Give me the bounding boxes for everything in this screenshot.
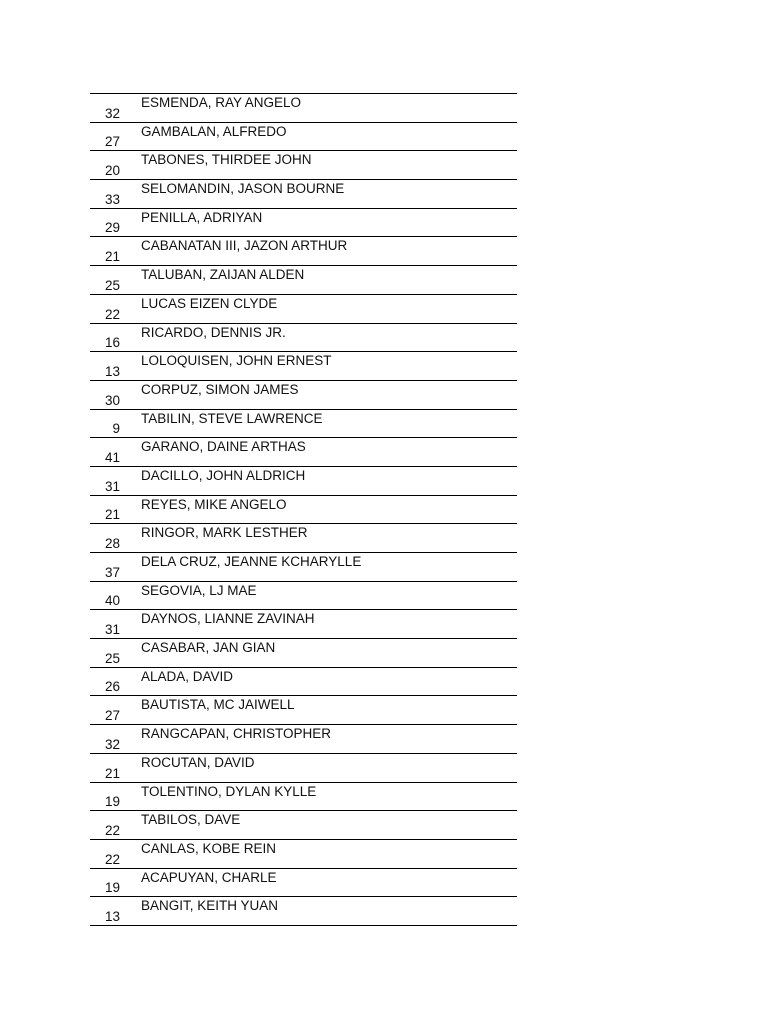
name-list-table — [90, 93, 517, 926]
row-number: 32 — [104, 736, 120, 752]
row-number: 22 — [104, 851, 120, 867]
table-row — [90, 524, 517, 553]
row-number: 31 — [104, 478, 120, 494]
row-number: 27 — [104, 708, 120, 724]
row-number: 30 — [104, 392, 120, 408]
table-row — [90, 840, 517, 869]
row-number: 22 — [104, 822, 120, 838]
row-name: TOLENTINO, DYLAN KYLLE — [141, 783, 317, 799]
row-name: BAUTISTA, MC JAIWELL — [141, 697, 295, 713]
row-number: 25 — [104, 650, 120, 666]
row-name: DELA CRUZ, JEANNE KCHARYLLE — [141, 554, 362, 569]
row-number: 29 — [104, 220, 120, 236]
row-number: 32 — [104, 105, 120, 121]
row-number: 25 — [104, 277, 120, 293]
row-number: 21 — [104, 249, 120, 265]
table-row — [90, 725, 517, 754]
row-name: SELOMANDIN, JASON BOURNE — [141, 181, 345, 197]
row-number: 19 — [104, 880, 120, 896]
table-row — [90, 237, 517, 266]
row-number: 21 — [104, 507, 120, 523]
row-name: ACAPUYAN, CHARLE — [141, 869, 277, 885]
table-row — [90, 410, 517, 439]
table-row — [90, 151, 517, 180]
row-name: LOLOQUISEN, JOHN ERNEST — [141, 353, 332, 369]
row-name: DAYNOS, LIANNE ZAVINAH — [141, 611, 315, 627]
table-row — [90, 811, 517, 840]
table-row — [90, 295, 517, 324]
row-name: PENILLA, ADRIYAN — [141, 209, 263, 225]
row-name: GAMBALAN, ALFREDO — [141, 123, 287, 139]
row-number: 19 — [104, 794, 120, 810]
table-row — [90, 123, 517, 152]
table-row — [90, 869, 517, 898]
row-name: CABANATAN III, JAZON ARTHUR — [141, 238, 348, 254]
table-row — [90, 783, 517, 812]
row-number: 22 — [104, 306, 120, 322]
row-name: BANGIT, KEITH YUAN — [141, 898, 279, 914]
row-number: 40 — [104, 593, 120, 609]
table-row — [90, 668, 517, 697]
table-row — [90, 754, 517, 783]
row-name: GARANO, DAINE ARTHAS — [141, 439, 306, 455]
row-number: 41 — [104, 449, 120, 465]
row-name: ESMENDA, RAY ANGELO — [141, 95, 302, 110]
table-row — [90, 496, 517, 525]
table-row — [90, 897, 517, 926]
row-number: 28 — [104, 536, 120, 551]
row-name: TABILIN, STEVE LAWRENCE — [141, 410, 323, 426]
table-row — [90, 266, 517, 295]
row-number: 37 — [104, 564, 120, 580]
row-number: 27 — [104, 134, 120, 150]
table-row — [90, 352, 517, 381]
row-name: CORPUZ, SIMON JAMES — [141, 381, 299, 397]
row-number: 13 — [104, 908, 120, 924]
table-row — [90, 582, 517, 611]
table-row — [90, 381, 517, 410]
table-row — [90, 438, 517, 467]
row-name: CASABAR, JAN GIAN — [141, 640, 276, 656]
row-name: RANGCAPAN, CHRISTOPHER — [141, 726, 332, 742]
row-name: SEGOVIA, LJ MAE — [141, 582, 257, 598]
table-row — [90, 467, 517, 496]
table-row — [90, 94, 517, 123]
row-number: 20 — [104, 163, 120, 179]
table-row — [90, 696, 517, 725]
row-name: ALADA, DAVID — [141, 668, 234, 684]
row-number: 26 — [104, 679, 120, 695]
row-number: 13 — [104, 363, 120, 379]
row-name: TABILOS, DAVE — [141, 812, 241, 828]
row-name: ROCUTAN, DAVID — [141, 754, 255, 770]
row-name: LUCAS EIZEN CLYDE — [141, 295, 278, 311]
table-row — [90, 180, 517, 209]
row-number: 9 — [112, 421, 120, 437]
row-number: 21 — [104, 765, 120, 781]
row-name: CANLAS, KOBE REIN — [141, 840, 277, 856]
table-row — [90, 639, 517, 668]
row-name: RICARDO, DENNIS JR. — [141, 324, 286, 340]
row-number: 16 — [104, 335, 120, 351]
row-name: TABONES, THIRDEE JOHN — [141, 152, 312, 168]
row-name: DACILLO, JOHN ALDRICH — [141, 467, 306, 483]
row-number: 33 — [104, 191, 120, 207]
row-number: 31 — [104, 622, 120, 638]
row-name: REYES, MIKE ANGELO — [141, 496, 287, 512]
row-name: TALUBAN, ZAIJAN ALDEN — [141, 267, 305, 283]
table-row — [90, 553, 517, 582]
row-name: RINGOR, MARK LESTHER — [141, 525, 308, 541]
table-row — [90, 610, 517, 639]
table-row — [90, 324, 517, 353]
table-row — [90, 209, 517, 238]
